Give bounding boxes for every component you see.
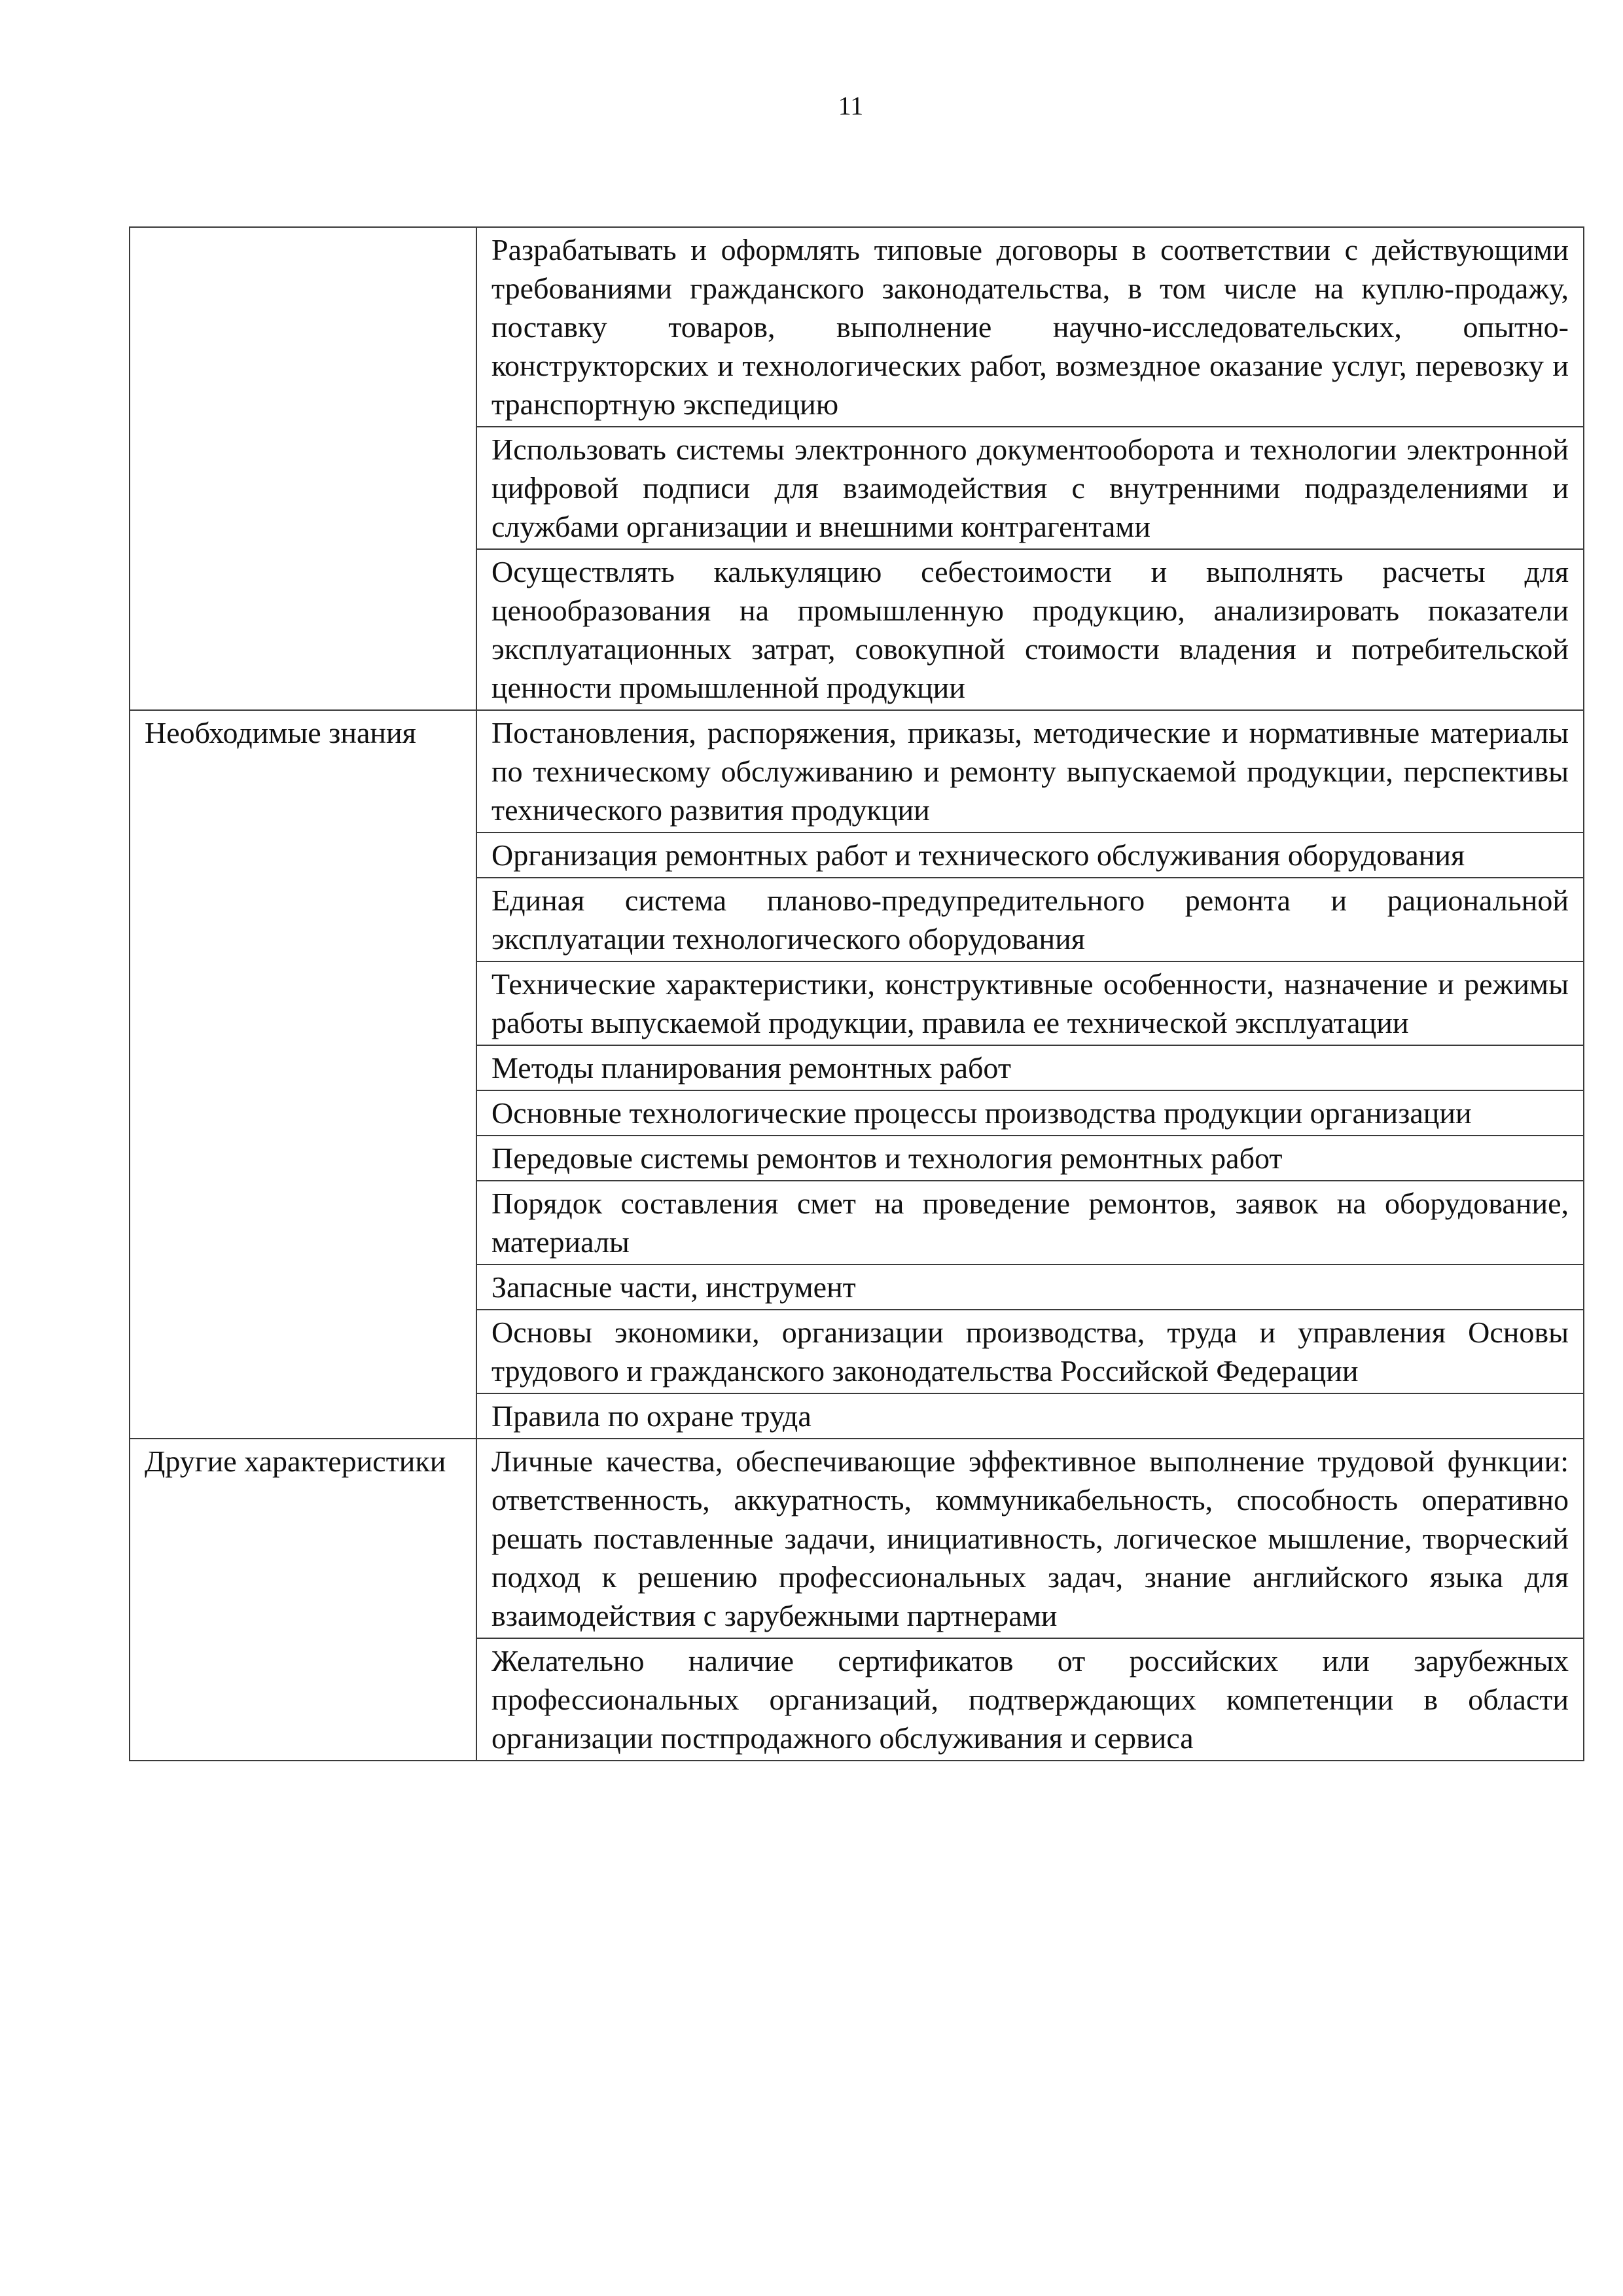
table-cell: Желательно наличие сертификатов от российских или зарубежных профессиональных организаций, подтверждающих компетенции в области организации постпродажного обслуживания и сервиса [476, 1638, 1584, 1761]
table-cell: Постановления, распоряжения, приказы, методические и нормативные материалы по техническому обслуживанию и ремонту выпускаемой продукции, перспективы технического развития продукции [476, 710, 1584, 833]
table-row [130, 1439, 1584, 1638]
table-row [130, 227, 1584, 427]
table-cell: Единая система планово-предупредительного ремонта и рациональной эксплуатации технологического оборудования [476, 878, 1584, 961]
table-cell: Личные качества, обеспечивающие эффективное выполнение трудовой функции: ответственность, аккуратность, коммуникабельность, способность оперативно решать поставленные задачи, инициативность, логическое мышление, творческий подход к решению профессиональных задач, знание английского языка для взаимодействия с зарубежными партнерами [476, 1439, 1584, 1638]
table-cell: Правила по охране труда [476, 1393, 1584, 1439]
section-label-cell [130, 227, 476, 710]
table-cell: Основы экономики, организации производства, труда и управления Основы трудового и гражданского законодательства Российской Федерации [476, 1310, 1584, 1393]
page-number: 11 [838, 91, 864, 120]
table-cell: Использовать системы электронного документооборота и технологии электронной цифровой подписи для взаимодействия с внутренними подразделениями и службами организации и внешними контрагентами [476, 427, 1584, 549]
table-cell: Основные технологические процессы производства продукции организации [476, 1090, 1584, 1136]
table-cell: Передовые системы ремонтов и технология ремонтных работ [476, 1136, 1584, 1181]
requirements-table [129, 226, 1584, 1761]
section-label-cell: Необходимые знания [130, 710, 476, 1439]
table-cell: Организация ремонтных работ и технического обслуживания оборудования [476, 833, 1584, 878]
section-label-cell: Другие характеристики [130, 1439, 476, 1761]
table-row [130, 710, 1584, 833]
table-cell: Разрабатывать и оформлять типовые договоры в соответствии с действующими требованиями гражданского законодательства, в том числе на куплю-продажу, поставку товаров, выполнение научно-исследовательских, опытно-конструкторских и технологических работ, возмездное оказание услуг, перевозку и транспортную экспедицию [476, 227, 1584, 427]
table-cell: Запасные части, инструмент [476, 1265, 1584, 1310]
table-cell: Методы планирования ремонтных работ [476, 1045, 1584, 1090]
table-cell: Технические характеристики, конструктивные особенности, назначение и режимы работы выпускаемой продукции, правила ее технической эксплуатации [476, 961, 1584, 1045]
table-cell: Осуществлять калькуляцию себестоимости и выполнять расчеты для ценообразования на промышленную продукцию, анализировать показатели эксплуатационных затрат, совокупной стоимости владения и потребительской ценности промышленной продукции [476, 549, 1584, 710]
table-cell: Порядок составления смет на проведение ремонтов, заявок на оборудование, материалы [476, 1181, 1584, 1265]
